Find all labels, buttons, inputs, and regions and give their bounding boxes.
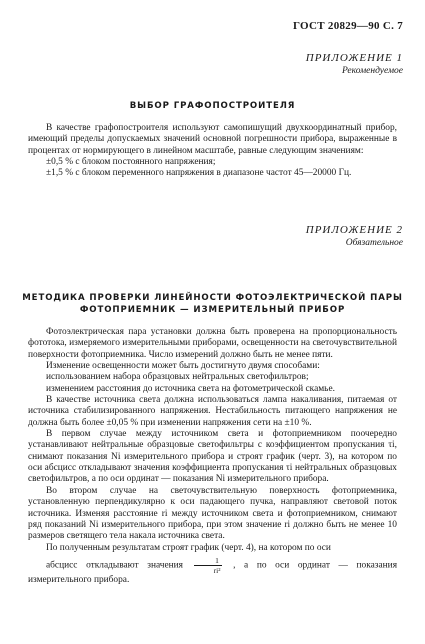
paragraph-results-start: По полученным результатам строят график (черт. 4), на котором по оси [46, 542, 331, 553]
appendix-1-body [28, 123, 397, 180]
paragraph-light-source: В качестве источника света должна использоваться лампа накаливания, питаемая от источника стабилизированного напряжения. Нестабильность питающего напряжения не должна быть более ±0,05 % при изменении напряжения сети на ±10 %. [28, 395, 397, 428]
appendix-1-subtitle: Рекомендуемое [341, 66, 403, 76]
paragraph-results-formula [28, 556, 397, 586]
paragraph-methods: Изменение освещенности может быть достигнуто двумя способами: [46, 361, 320, 372]
appendix-2-subtitle: Обязательное [345, 238, 403, 248]
paragraph-first-case: В первом случае между источником света и фотоприемником поочередно устанавливают нейтральные образцовые светофильтры с коэффициентом пропускания τi, снимают показания Ni измерительного прибора и строят график (черт. 3), на котором по оси абсцисс откладывают значения коэффициента пропускания τi нейтральных образцовых светофильтров, а по оси ординат — показания Ni измерительного прибора. [28, 429, 397, 485]
appendix-1-paragraph: В качестве графопостроителя используют самопишущий двухкоординатный прибор, имеющий пределы допускаемых значений основной погрешности прибора, выраженные в процентах от нормирующего в линейном масштабе, равные следующим значениям: [28, 123, 397, 156]
appendix-2-body [28, 327, 397, 586]
abscissa-text: абсцисс откладывают значения [46, 560, 183, 571]
reciprocal-square-fraction [194, 556, 223, 575]
fraction-numerator: 1 [194, 556, 223, 566]
appendix-1-title: ПРИЛОЖЕНИЕ 1 [305, 52, 403, 64]
fraction-denominator: ri² [213, 565, 221, 575]
appendix-2-title: ПРИЛОЖЕНИЕ 2 [305, 224, 403, 236]
paragraph-proportionality: Фотоэлектрическая пара установки должна быть проверена на пропорциональность фототока, измеряемого измерительными приборами, освещенности на светочувствительной поверхности фотоприемника. Число измерений должно быть не менее пяти. [28, 327, 397, 360]
appendix-1-item-ac: ±1,5 % с блоком переменного напряжения в диапазоне частот 45—20000 Гц. [46, 168, 352, 179]
appendix-1-item-dc: ±0,5 % с блоком постоянного напряжения; [46, 157, 216, 168]
appendix-2-heading-line-2: ФОТОПРИЕМНИК — ИЗМЕРИТЕЛЬНЫЙ ПРИБОР [79, 305, 346, 315]
appendix-2-heading-line-1: МЕТОДИКА ПРОВЕРКИ ЛИНЕЙНОСТИ ФОТОЭЛЕКТРИЧЕСКОЙ ПАРЫ [22, 293, 403, 303]
paragraph-second-case: Во втором случае на светочувствительную поверхность фотоприемника, установленную перпендикулярно к оси падающего пучка, направляют световой поток источника. Изменяя расстояние ri между источником света и фотоприемником, снимают ряд показаний Ni измерительного прибора, при этом значение ri должно быть не менее 10 размеров светящего тела накала источника света. [28, 485, 397, 542]
method-distance: изменением расстояния до источника света на фотометрической скамье. [46, 383, 335, 394]
ordinate-text: , а по оси ординат — показания измерительного прибора. [28, 560, 398, 585]
method-filters: использованием набора образцовых нейтральных светофильтров; [46, 372, 309, 383]
page-header: ГОСТ 20829—90 С. 7 [292, 20, 403, 32]
appendix-1-heading: ВЫБОР ГРАФОПОСТРОИТЕЛЯ [129, 101, 296, 111]
